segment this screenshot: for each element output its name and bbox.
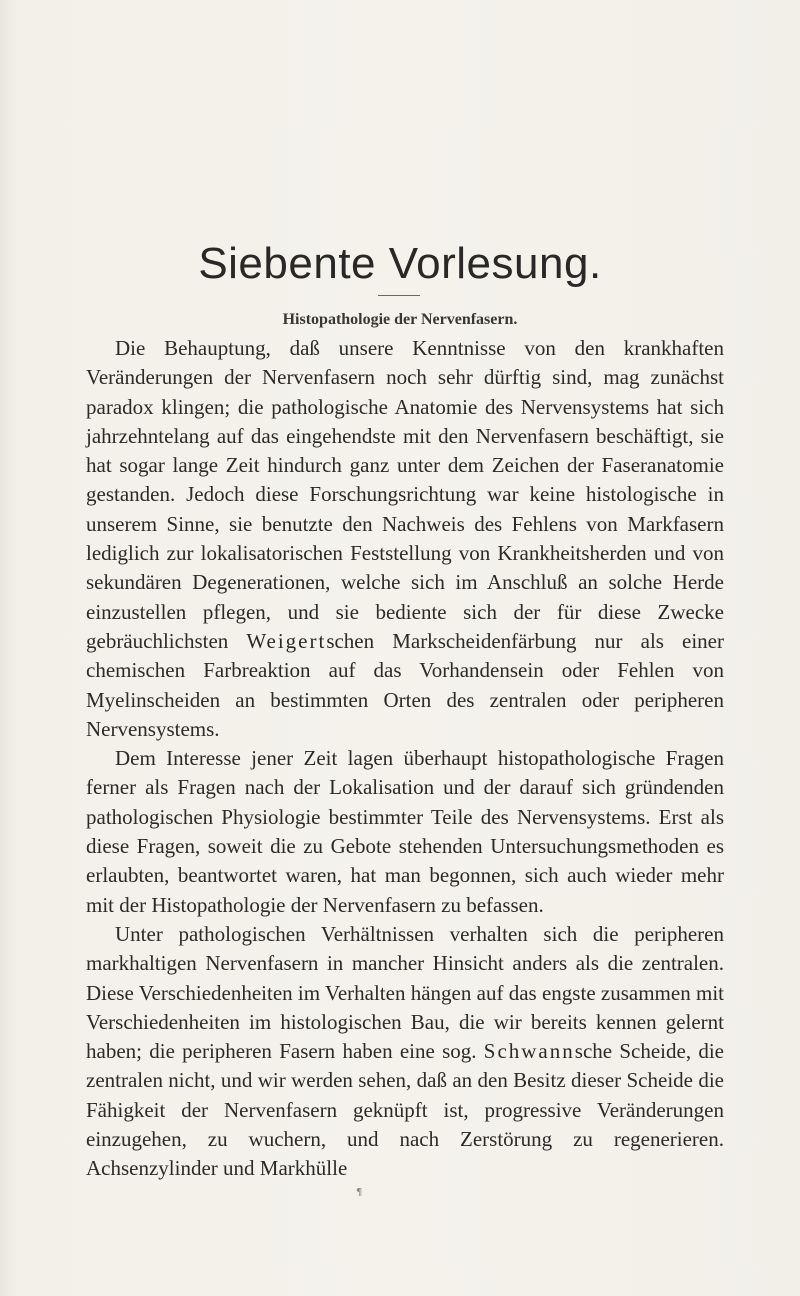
paragraph-2: Dem Interesse jener Zeit lagen überhaupt histopathologische Fragen ferner als Fragen nach der Lokalisation und der darauf sich gründenden pathologischen Physiologie bestimmter Teile des Nervensystems. Erst als diese Fragen, soweit die zu Gebote stehenden Untersuchungsmethoden es erlaubten, beantwortet waren, hat man begonnen, sich auch wieder mehr mit der Histopathologie der Nervenfasern zu befassen. bbox=[86, 746, 724, 917]
paragraph-1-text-a: Die Behauptung, daß unsere Kenntnisse von den krankhaften Veränderungen der Nervenfasern noch sehr dürftig sind, mag zunächst paradox klingen; die pathologische Anatomie des Nervensystems hat sich jahrzehntelang auf das eingehendste mit den Nervenfasern beschäftigt, sie hat sogar lange Zeit hindurch ganz unter dem Zeichen der Faseranatomie gestanden. Jedoch diese Forschungsrichtung war keine histologische in unserem Sinne, sie benutzte den Nachweis des Fehlens von Markfasern lediglich zur lokalisatorischen Feststellung von Krankheitsherden und von sekundären Degenerationen, welche sich im Anschluß an solche Herde einzustellen pflegen, und sie bediente sich der für diese Zwecke gebräuchlichsten bbox=[86, 336, 724, 653]
paragraph-1 bbox=[86, 334, 724, 744]
author-name-schwann: Schwann bbox=[483, 1039, 575, 1064]
body-text bbox=[86, 334, 724, 1184]
author-name-weigert: Weigert bbox=[246, 628, 327, 653]
chapter-subtitle: Histopathologie der Nervenfasern. bbox=[282, 311, 518, 328]
paragraph-1-text-b: schen Markscheidenfärbung nur als einer chemischen Farbreaktion auf das Vorhandensein oder Fehlen von Myelinscheiden an bestimmten Orten des zentralen oder peripheren Nervensystems. bbox=[86, 628, 724, 741]
title-divider bbox=[378, 295, 420, 296]
paragraph-3-text-b: sche Scheide, die zentralen nicht, und wir werden sehen, daß an den Besitz dieser Scheide die Fähigkeit der Nervenfasern geknüpft ist, progressive Veränderungen einzugehen, zu wuchern, und nach Zerstörung zu regenerieren. Achsenzylinder und Markhülle bbox=[86, 1039, 724, 1181]
chapter-title: Siebente Vorlesung. bbox=[198, 239, 602, 288]
page-mark: ¶ bbox=[356, 1187, 363, 1198]
paragraph-3-text-a: Unter pathologischen Verhältnissen verhalten sich die peripheren markhaltigen Nervenfasern in mancher Hinsicht anders als die zentralen. Diese Verschiedenheiten im Verhalten hängen auf das engste zusammen mit Verschiedenheiten im histologischen Bau, die wir bereits kennen gelernt haben; die peripheren Fasern haben eine sog. bbox=[86, 921, 724, 1064]
paragraph-3 bbox=[86, 920, 724, 1184]
